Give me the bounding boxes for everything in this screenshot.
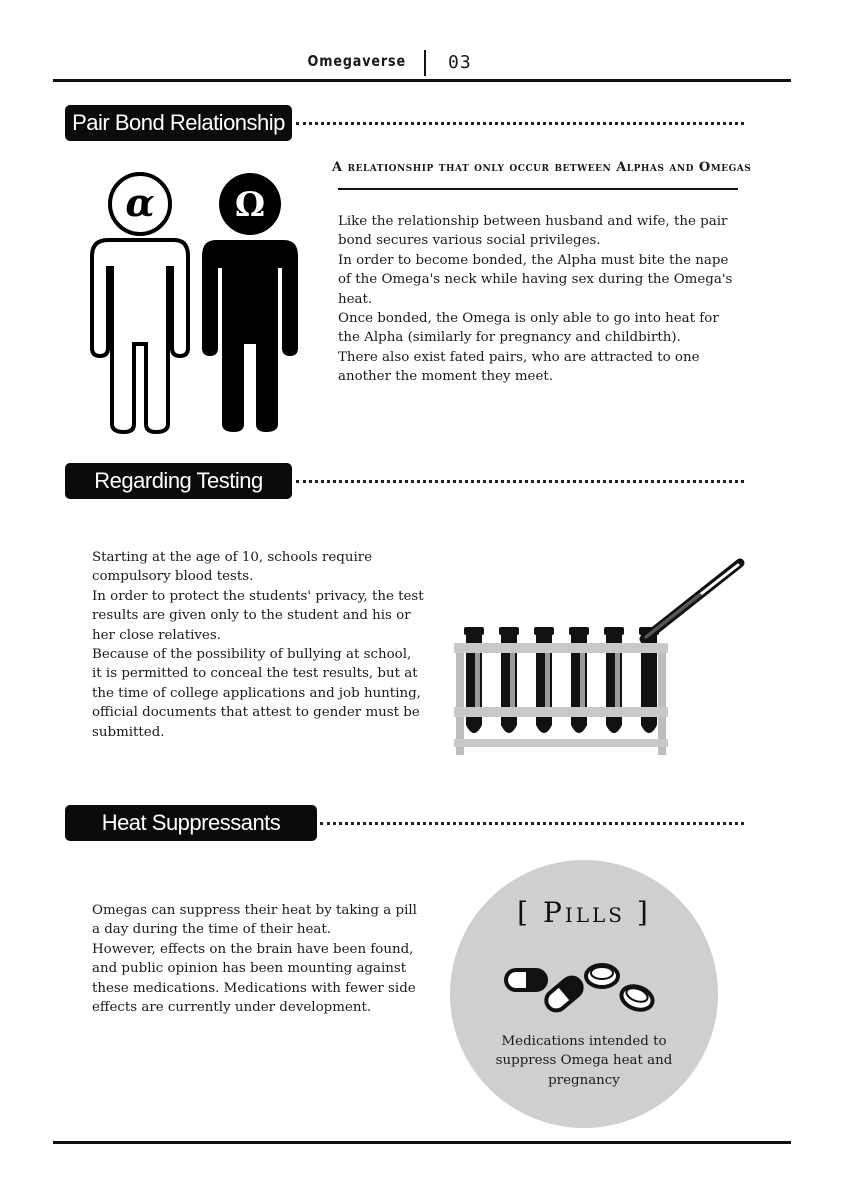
- text-line: There also exist fated pairs, who are attracted to one: [338, 349, 700, 365]
- text-line: Because of the possibility of bullying at school,: [92, 647, 412, 663]
- text-line: results are given only to the student and his or: [92, 608, 411, 624]
- test-tube-icon: [569, 627, 589, 733]
- text-line: these medications. Medications with fewer side: [92, 980, 416, 996]
- text-line: In order to become bonded, the Alpha must bite the nape: [338, 252, 729, 268]
- suppressants-paragraph: [92, 901, 417, 1017]
- tablet-icon: [586, 965, 618, 987]
- caption-line: Medications intended to: [501, 1034, 667, 1049]
- capsule-icon: [506, 970, 546, 990]
- dotted-leader: [320, 822, 744, 825]
- caption-line: pregnancy: [548, 1072, 620, 1088]
- text-line: a day during the time of their heat.: [92, 922, 331, 938]
- text-line: it is permitted to conceal the test results, but at: [92, 666, 418, 682]
- test-tubes-rack-illustration: [450, 555, 750, 760]
- text-line: Starting at the age of 10, schools require: [92, 550, 373, 565]
- text-line: her close relatives.: [92, 627, 221, 643]
- test-tube-icon: [499, 627, 519, 733]
- dotted-leader: [296, 122, 744, 125]
- text-line: effects are currently under development.: [92, 1000, 372, 1016]
- test-tube-icon: [604, 627, 624, 733]
- text-line: heat.: [338, 291, 373, 307]
- pills-caption: [480, 1032, 688, 1090]
- testing-paragraph: [92, 548, 424, 742]
- text-line: official documents that attest to gender must be: [92, 705, 420, 721]
- text-line: bond secures various social privileges.: [338, 233, 601, 249]
- text-line: Like the relationship between husband and wife, the pair: [338, 214, 728, 229]
- text-line: of the Omega's neck while having sex during the Omega's: [338, 272, 733, 288]
- omega-symbol: Ω: [234, 185, 266, 225]
- alpha-symbol: α: [125, 180, 155, 225]
- capsule-icon: [542, 973, 585, 1014]
- text-line: submitted.: [92, 724, 165, 740]
- section-heading-testing: Regarding Testing: [65, 463, 292, 499]
- pipette-icon: [644, 563, 740, 639]
- dotted-leader: [296, 480, 744, 483]
- top-rule: [53, 79, 791, 82]
- caption-line: suppress Omega heat and: [495, 1053, 673, 1069]
- text-line: and public opinion has been mounting against: [92, 961, 407, 977]
- alpha-omega-figures-illustration: [88, 168, 318, 434]
- text-line: compulsory blood tests.: [92, 569, 254, 585]
- running-header-title: Omegaverse: [307, 52, 406, 70]
- text-line: the Alpha (similarly for pregnancy and childbirth).: [338, 330, 681, 346]
- pills-illustration: [500, 960, 670, 1020]
- page-number: 03: [448, 52, 472, 73]
- test-tube-icon: [534, 627, 554, 733]
- pair-bond-paragraph: [338, 212, 732, 387]
- bottom-rule: [53, 1141, 791, 1144]
- tablet-icon: [618, 982, 656, 1014]
- text-line: the time of college applications and job hunting,: [92, 685, 421, 701]
- text-line: Once bonded, the Omega is only able to go into heat for: [338, 311, 719, 327]
- pills-title: [ Pills ]: [517, 896, 651, 929]
- text-line: another the moment they meet.: [338, 369, 554, 385]
- text-line: However, effects on the brain have been found,: [92, 941, 414, 957]
- text-line: In order to protect the students' privacy, the test: [92, 588, 424, 604]
- header-separator: [424, 50, 426, 76]
- section-heading-suppressants: Heat Suppressants: [65, 805, 317, 841]
- test-tube-icon: [464, 627, 484, 733]
- text-line: Omegas can suppress their heat by taking a pill: [92, 903, 417, 918]
- subheading-underline: [338, 188, 738, 190]
- section-subheading: A relationship that only occur between Alphas and Omegas: [332, 160, 752, 175]
- section-heading-pair-bond: Pair Bond Relationship: [65, 105, 292, 141]
